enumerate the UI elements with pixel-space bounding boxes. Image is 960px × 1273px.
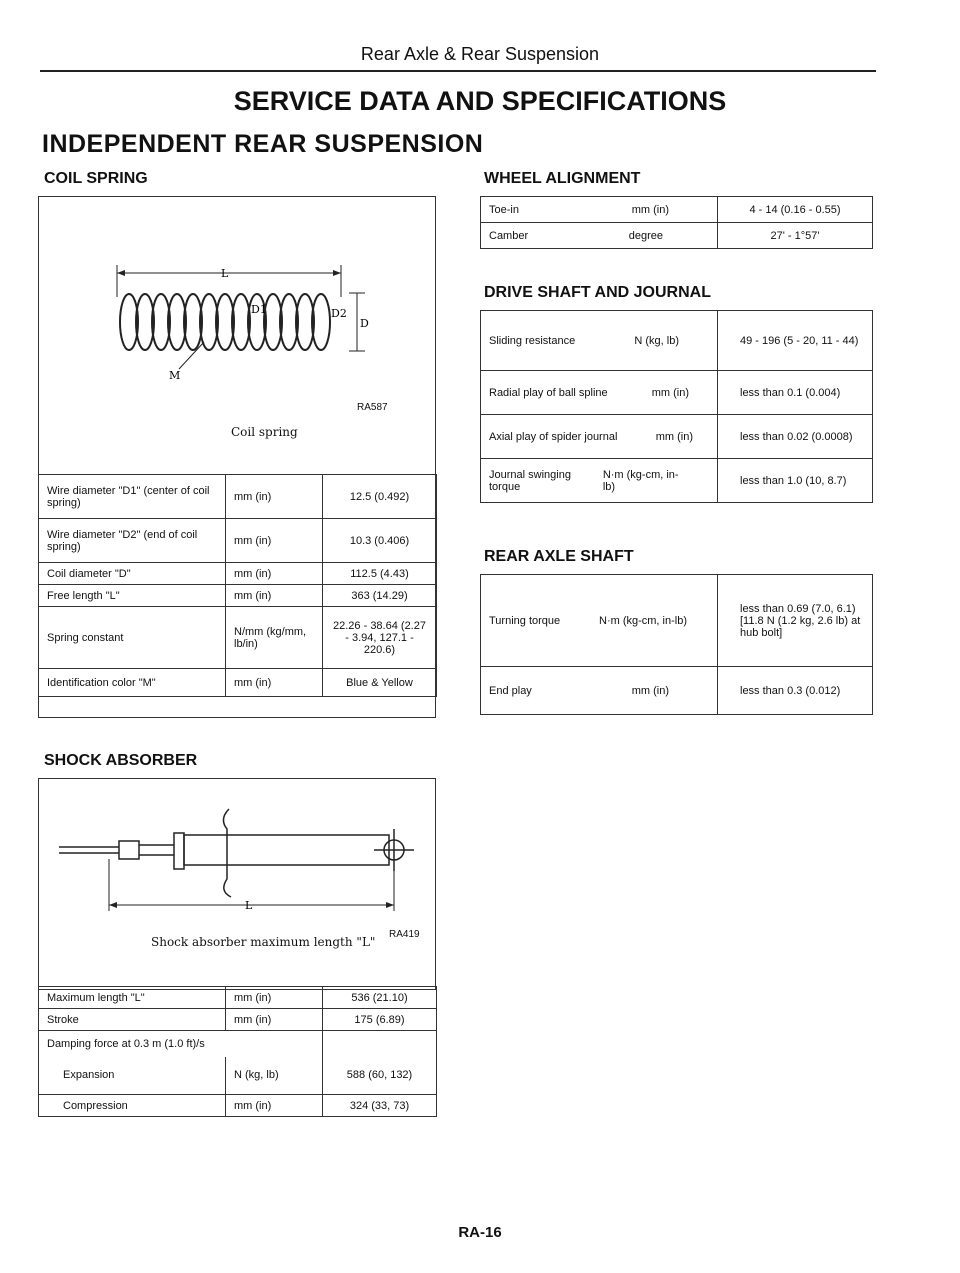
row-value: 175 (6.89): [323, 1009, 437, 1031]
coil-spring-figure: [109, 257, 369, 387]
table-row: [481, 575, 873, 667]
row-label: Toe-in: [489, 203, 519, 216]
table-row: [481, 415, 873, 459]
table-row: [39, 519, 437, 563]
drive-shaft-heading: DRIVE SHAFT AND JOURNAL: [484, 284, 711, 301]
row-label: Coil diameter "D": [39, 563, 226, 585]
table-row: [481, 371, 873, 415]
rear-axle-shaft-heading: REAR AXLE SHAFT: [484, 548, 634, 565]
row-unit: mm (in): [226, 519, 323, 563]
row-value: less than 0.1 (0.004): [718, 371, 873, 415]
row-unit: mm (in): [631, 203, 669, 216]
row-label-unit: [481, 575, 718, 667]
shock-absorber-caption: Shock absorber maximum length "L": [151, 935, 376, 949]
row-unit: mm (in): [226, 1095, 323, 1117]
row-label-unit: [481, 197, 718, 223]
table-row: [481, 223, 873, 249]
row-value: 363 (14.29): [323, 585, 437, 607]
shock-absorber-panel: [38, 778, 436, 990]
row-value: 112.5 (4.43): [323, 563, 437, 585]
row-unit: mm (in): [226, 585, 323, 607]
table-row: [39, 585, 437, 607]
table-row: [39, 1057, 437, 1095]
row-value: less than 0.69 (7.0, 6.1) [11.8 N (1.2 kg, 2.6 lb) at hub bolt]: [718, 575, 873, 667]
row-value: 588 (60, 132): [323, 1057, 437, 1095]
table-row: [39, 669, 437, 697]
table-row: [481, 311, 873, 371]
table-row: [39, 475, 437, 519]
label-D: D: [360, 317, 369, 330]
coil-spring-ref: RA587: [357, 402, 388, 413]
row-label: Damping force at 0.3 m (1.0 ft)/s: [39, 1031, 323, 1057]
label-D2: D2: [331, 307, 347, 320]
row-label: Journal swinging torque: [489, 468, 571, 493]
coil-spring-heading: COIL SPRING: [44, 170, 148, 187]
coil-spring-table: [38, 474, 437, 697]
shock-absorber-figure: [59, 799, 419, 919]
shock-label-L: L: [245, 899, 253, 912]
row-value: less than 0.02 (0.0008): [718, 415, 873, 459]
row-unit: mm (in): [655, 430, 693, 443]
row-value: less than 0.3 (0.012): [718, 667, 873, 715]
header-rule: [40, 70, 876, 72]
table-row: [39, 1095, 437, 1117]
row-value: 324 (33, 73): [323, 1095, 437, 1117]
row-unit: N (kg, lb): [634, 334, 679, 347]
row-unit: mm (in): [226, 475, 323, 519]
drive-shaft-table: [480, 310, 873, 503]
row-label: Identification color "M": [39, 669, 226, 697]
row-unit: N·m (kg-cm, in-lb): [602, 468, 679, 493]
table-row: [481, 197, 873, 223]
row-label-unit: [481, 311, 718, 371]
shock-absorber-table: [38, 986, 437, 1117]
shock-absorber-ref: RA419: [389, 929, 420, 940]
row-value: 27' - 1°57': [718, 223, 873, 249]
row-unit: mm (in): [651, 386, 689, 399]
row-unit: N (kg, lb): [226, 1057, 323, 1095]
row-value: 4 - 14 (0.16 - 0.55): [718, 197, 873, 223]
row-label: End play: [489, 684, 532, 697]
row-label: Compression: [39, 1095, 226, 1117]
row-value: 10.3 (0.406): [323, 519, 437, 563]
row-label: Radial play of ball spline: [489, 386, 608, 399]
row-value: [323, 1031, 437, 1057]
row-label: Free length "L": [39, 585, 226, 607]
row-unit: N/mm (kg/mm, lb/in): [226, 607, 323, 669]
row-label-unit: [481, 223, 718, 249]
label-D1: D1: [251, 303, 267, 316]
row-label: Expansion: [39, 1057, 226, 1095]
table-row: [39, 563, 437, 585]
row-unit: N·m (kg-cm, in-lb): [599, 614, 687, 627]
row-unit: mm (in): [226, 1009, 323, 1031]
table-row: [481, 459, 873, 503]
row-unit: degree: [628, 229, 663, 242]
row-label: Turning torque: [489, 614, 561, 627]
table-row: [39, 987, 437, 1009]
row-label: Sliding resistance: [489, 334, 576, 347]
row-unit: mm (in): [226, 987, 323, 1009]
row-label: Maximum length "L": [39, 987, 226, 1009]
row-label: Spring constant: [39, 607, 226, 669]
row-label-unit: [481, 459, 718, 503]
row-unit: mm (in): [226, 563, 323, 585]
table-row: [39, 607, 437, 669]
row-label: Camber: [489, 229, 529, 242]
row-unit: mm (in): [226, 669, 323, 697]
rear-axle-shaft-table: [480, 574, 873, 715]
wheel-alignment-heading: WHEEL ALIGNMENT: [484, 170, 641, 187]
label-L: L: [221, 267, 229, 280]
page-title: SERVICE DATA AND SPECIFICATIONS: [233, 86, 727, 116]
row-label-unit: [481, 371, 718, 415]
row-label: Wire diameter "D1" (center of coil spring): [39, 475, 226, 519]
row-unit: mm (in): [631, 684, 669, 697]
row-value: 536 (21.10): [323, 987, 437, 1009]
row-value: less than 1.0 (10, 8.7): [718, 459, 873, 503]
coil-spring-caption: Coil spring: [231, 425, 298, 439]
table-row: [39, 1031, 437, 1057]
row-label: Axial play of spider journal: [489, 430, 618, 443]
row-value: 12.5 (0.492): [323, 475, 437, 519]
row-value: 49 - 196 (5 - 20, 11 - 44): [718, 311, 873, 371]
label-M: M: [169, 369, 181, 382]
row-label-unit: [481, 415, 718, 459]
table-row: [481, 667, 873, 715]
row-label: Stroke: [39, 1009, 226, 1031]
table-row: [39, 1009, 437, 1031]
row-value: 22.26 - 38.64 (2.27 - 3.94, 127.1 - 220.6): [323, 607, 437, 669]
row-value: Blue & Yellow: [323, 669, 437, 697]
running-title: Rear Axle & Rear Suspension: [360, 44, 600, 64]
section-title: INDEPENDENT REAR SUSPENSION: [42, 130, 484, 158]
wheel-alignment-table: [480, 196, 873, 249]
row-label-unit: [481, 667, 718, 715]
row-label: Wire diameter "D2" (end of coil spring): [39, 519, 226, 563]
page-number: RA-16: [458, 1224, 502, 1241]
shock-absorber-heading: SHOCK ABSORBER: [44, 752, 198, 769]
